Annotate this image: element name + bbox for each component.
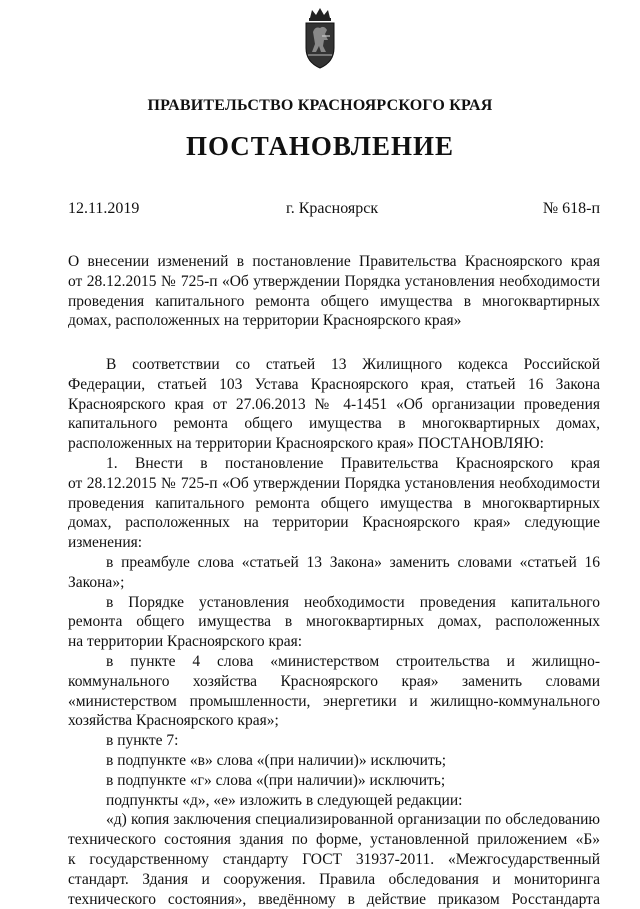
body-line: расположенных на территории Красноярского края» ПОСТАНОВЛЯЮ: [68,435,544,453]
subject-line: проведения капитального ремонта общего имущества в многоквартирных [68,292,600,310]
body-line: Красноярского края от 27.06.2013 № 4-1451 «Об организации проведения [68,395,600,413]
body-line: проведения капитального ремонта общего имущества в многоквартирных [68,494,600,512]
subject-line: О внесении изменений в постановление Правительства Красноярского края [68,253,600,270]
body-line: в Порядке установления необходимости проведения капитального [106,593,600,611]
body-line: домах, расположенных на территории Красноярского края» следующие [68,514,600,532]
body-line: на территории Красноярского края: [68,633,303,651]
body-line: технического состояния здания по форме, установленной приложением «Б» [68,831,600,849]
document-city: г. Красноярск [286,200,379,217]
body-line: к государственному стандарту ГОСТ 31937-2011. «Межгосударственный [68,850,600,868]
body-line: «министерством промышленности, энергетики и жилищно-коммунального [68,692,600,710]
body-line: технического состояния», введённому в действие приказом Росстандарта [68,890,600,908]
document-type-title: ПОСТАНОВЛЕНИЕ [185,131,455,161]
document-body [68,355,600,909]
body-line: хозяйства Красноярского края»; [68,712,279,730]
body-line: Федерации, статьей 103 Устава Красноярского края, статьей 16 Закона [68,375,600,393]
body-line: в пункте 7: [106,732,179,750]
body-line: стандарт. Здания и сооружения. Правила обследования и мониторинга [68,870,600,888]
government-name: ПРАВИТЕЛЬСТВО КРАСНОЯРСКОГО КРАЯ [147,97,493,114]
body-line: от 28.12.2015 № 725-п «Об утверждении Порядка установления необходимости [68,474,600,492]
document-subject [68,252,600,331]
body-line: в пункте 4 слова «министерством строительства и жилищно- [106,652,600,670]
body-line: Закона»; [68,573,125,591]
body-line: капитального ремонта общего имущества в многоквартирных домах, [68,415,600,433]
coat-of-arms-icon [300,6,340,70]
body-line: «д) копия заключения специализированной организации по обследованию [106,811,600,829]
body-line: ремонта общего имущества в многоквартирных домах, расположенных [68,613,600,631]
body-line: 1. Внести в постановление Правительства Красноярского края [106,454,600,472]
document-meta [68,200,600,220]
body-line: подпункты «д», «е» изложить в следующей редакции: [106,791,463,809]
document-date: 12.11.2019 [68,200,140,217]
body-line: В соответствии со статьей 13 Жилищного кодекса Российской [106,356,600,373]
body-line: изменения: [68,534,143,552]
body-line: в преамбуле слова «статьей 13 Закона» заменить словами «статьей 16 [106,553,600,571]
subject-line: от 28.12.2015 № 725-п «Об утверждении Порядка установления необходимости [68,272,600,290]
body-line: коммунального хозяйства Красноярского края» заменить словами [68,672,600,690]
body-line: в подпункте «в» слова «(при наличии)» исключить; [106,751,447,769]
subject-line: домах, расположенных на территории Красноярского края» [68,312,462,330]
document-number: № 618-п [542,200,600,217]
body-line: в подпункте «г» слова «(при наличии)» исключить; [106,771,446,789]
